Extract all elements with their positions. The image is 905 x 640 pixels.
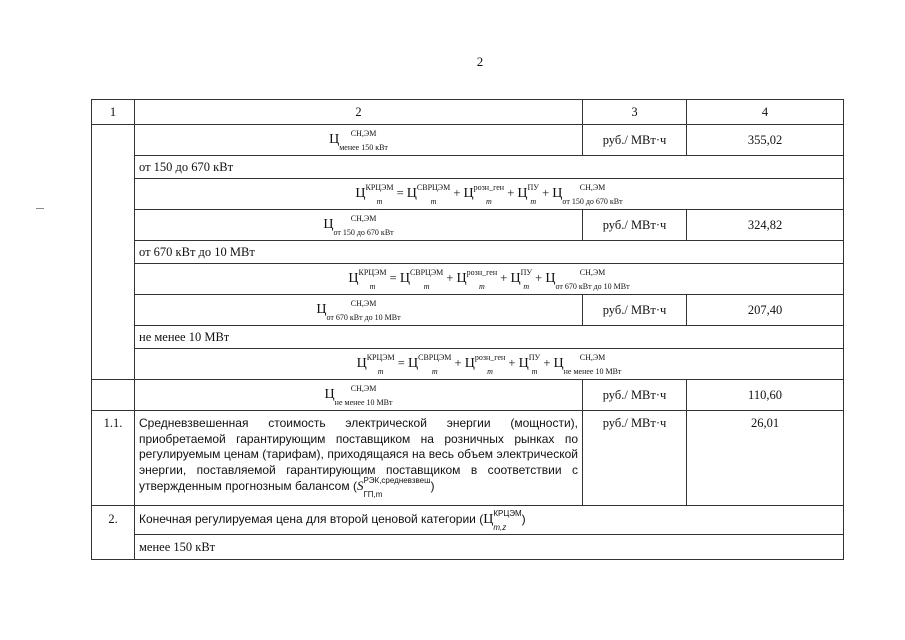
empty-cell <box>92 125 135 380</box>
unit-cell: руб./ МВт·ч <box>583 295 687 326</box>
empty-cell <box>92 380 135 411</box>
formula: Ц КРЦЭМ m = Ц СВРЦЭМ m + Ц розн_ген m + Ц ПУ m + Ц СН,ЭМ не менее 10 МВт <box>135 349 844 380</box>
price-symbol: Ц СН,ЭМ от 670 кВт до 10 МВт <box>135 295 583 326</box>
unit-cell: руб./ МВт·ч <box>583 380 687 411</box>
category-label: от 150 до 670 кВт <box>135 156 844 179</box>
price-symbol: Ц СН,ЭМ от 150 до 670 кВт <box>135 210 583 241</box>
table-row <box>92 125 844 156</box>
margin-mark <box>36 208 44 209</box>
description-text: Средневзвешенная стоимость электрической энергии (мощности), приобретаемой гарантирующим поставщиком на розничных рынках по регулируемым ценам (тарифам), приходящаяся на весь объем электрической энергии, поставляемой гарантирующим поставщиком в соответствии с утвержденным прогнозным балансом <box>139 416 578 493</box>
table-row <box>92 241 844 264</box>
table-row <box>92 506 844 535</box>
table-row <box>92 295 844 326</box>
price-symbol: Ц СН,ЭМ менее 150 кВт <box>135 125 583 156</box>
table-row <box>92 411 844 506</box>
price-symbol: Ц СН,ЭМ не менее 10 МВт <box>135 380 583 411</box>
table-row <box>92 326 844 349</box>
tariff-table <box>91 99 844 560</box>
unit-cell: руб./ МВт·ч <box>583 411 687 506</box>
value-cell: 26,01 <box>687 411 844 506</box>
row-number: 2. <box>92 506 135 560</box>
table-row <box>92 156 844 179</box>
formula-row <box>92 349 844 380</box>
header-col-3: 3 <box>583 100 687 125</box>
table-row <box>92 210 844 241</box>
value-cell: 324,82 <box>687 210 844 241</box>
formula-row <box>92 264 844 295</box>
header-col-4: 4 <box>687 100 844 125</box>
formula-row <box>92 179 844 210</box>
description-cell: Средневзвешенная стоимость электрической энергии (мощности), приобретаемой гарантирующим поставщиком на розничных рынках по регулируемым ценам (тарифам), приходящаяся на весь объем электрической энергии, поставляемой гарантирующим поставщиком в соответствии с утвержденным прогнозным балансом (S РЭК,средневзвеш ГП,m ) <box>135 411 583 506</box>
formula: Ц КРЦЭМ m = Ц СВРЦЭМ m + Ц розн_ген m + Ц ПУ m + Ц СН,ЭМ от 150 до 670 кВт <box>135 179 844 210</box>
page-number: 2 <box>476 54 484 69</box>
row-number: 1.1. <box>92 411 135 506</box>
unit-cell: руб./ МВт·ч <box>583 125 687 156</box>
category-title: Конечная регулируемая цена для второй ценовой категории (Ц КРЦЭМ m,z ) <box>135 506 844 535</box>
formula: Ц КРЦЭМ m = Ц СВРЦЭМ m + Ц розн_ген m + Ц ПУ m + Ц СН,ЭМ от 670 кВт до 10 МВт <box>135 264 844 295</box>
value-cell: 110,60 <box>687 380 844 411</box>
value-cell: 207,40 <box>687 295 844 326</box>
header-col-1: 1 <box>92 100 135 125</box>
category-label: менее 150 кВт <box>135 535 844 560</box>
category-label: от 670 кВт до 10 МВт <box>135 241 844 264</box>
table-row <box>92 535 844 560</box>
header-col-2: 2 <box>135 100 583 125</box>
value-cell: 355,02 <box>687 125 844 156</box>
category-label: не менее 10 МВт <box>135 326 844 349</box>
header-row <box>92 100 844 125</box>
table-row <box>92 380 844 411</box>
unit-cell: руб./ МВт·ч <box>583 210 687 241</box>
